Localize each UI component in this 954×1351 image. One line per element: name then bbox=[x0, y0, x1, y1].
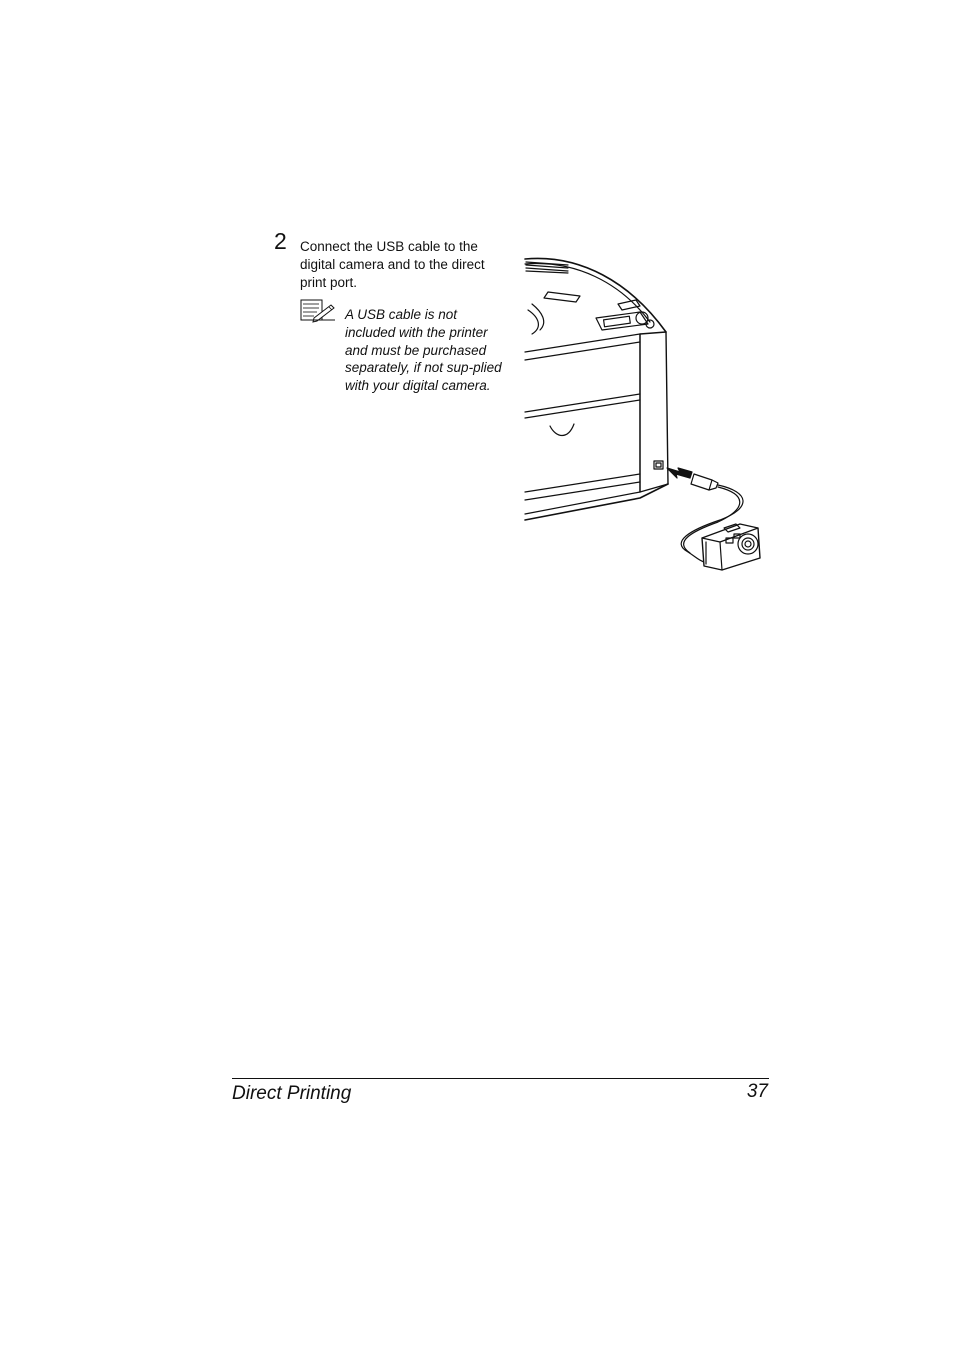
footer-rule bbox=[232, 1078, 769, 1079]
note-pad-pencil-icon bbox=[300, 299, 336, 323]
printer-camera-illustration bbox=[520, 252, 770, 577]
note-text: A USB cable is not included with the printer and must be purchased separately, if not sup-plied with your digital camera. bbox=[345, 307, 502, 394]
step-instruction: Connect the USB cable to the digital camera and to the direct print port. bbox=[300, 239, 485, 290]
footer-section-title: Direct Printing bbox=[232, 1083, 352, 1104]
footer-page-number: 37 bbox=[746, 1081, 768, 1102]
step-number: 2 bbox=[274, 228, 287, 254]
